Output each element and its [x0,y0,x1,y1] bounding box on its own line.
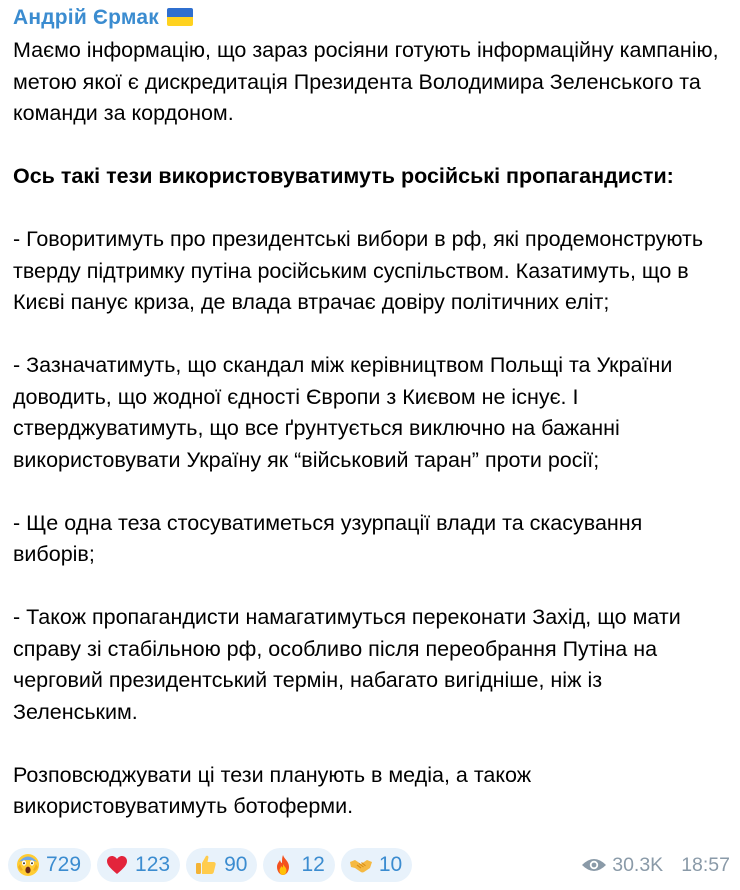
reaction-heart[interactable] [97,848,180,882]
paragraph-thesis-2: - Зазначатимуть, що скандал між керівництвом Польщі та України доводить, що жодної єдності Європи з Києвом не існує. І стверджуватимуть, що все ґрунтується виключно на бажанні використовувати Україну як “військовий таран” проти росії; [13,353,673,472]
reactions-bar [8,848,412,882]
paragraph-conclusion: Розповсюджувати ці тези планують в медіа, а також використовуватимуть ботоферми. [13,762,532,818]
message-text [13,35,728,823]
fire-icon [271,853,295,877]
author-name[interactable]: Андрій Єрмак [13,6,159,29]
reaction-screaming[interactable] [8,848,91,882]
view-count: 30.3K [612,853,664,876]
eye-icon [581,856,607,874]
ukraine-flag-icon [167,8,193,26]
reaction-thumbs-up[interactable] [186,848,257,882]
screaming-face-icon [16,853,40,877]
reaction-count: 12 [301,853,325,876]
channel-post [0,1,740,890]
reaction-handshake[interactable] [341,848,412,882]
paragraph-heading: Ось такі тези використовуватимуть російські пропагандисти: [13,164,674,188]
reaction-fire[interactable] [263,848,334,882]
post-meta [581,854,730,877]
post-time: 18:57 [681,853,730,876]
red-heart-icon [105,853,129,877]
reaction-count: 10 [378,853,403,876]
paragraph-thesis-3: - Ще одна теза стосуватиметься узурпації влади та скасування виборів; [13,510,643,566]
reaction-count: 123 [135,853,171,876]
paragraph-thesis-1: - Говоритимуть про президентські вибори в рф, які продемонструють тверду підтримку путіна російським суспільством. Казатимуть, що в Києві панує криза, де влада втрачає довіру політичних еліт; [13,227,704,314]
thumbs-up-icon [194,853,218,877]
reaction-count: 90 [224,853,248,876]
post-footer [8,846,730,884]
reaction-count: 729 [46,853,82,876]
handshake-icon [349,853,373,877]
post-header [13,1,728,35]
paragraph-thesis-4: - Також пропагандисти намагатимуться переконати Захід, що мати справу зі стабільною рф, особливо після переобрання Путіна на черговий президентський термін, набагато вигідніше, ніж із Зеленським. [13,605,681,724]
paragraph-intro: Маємо інформацію, що зараз росіяни готують інформаційну кампанію, метою якої є дискредитація Президента Володимира Зеленського та команди за кордоном. [13,38,719,125]
